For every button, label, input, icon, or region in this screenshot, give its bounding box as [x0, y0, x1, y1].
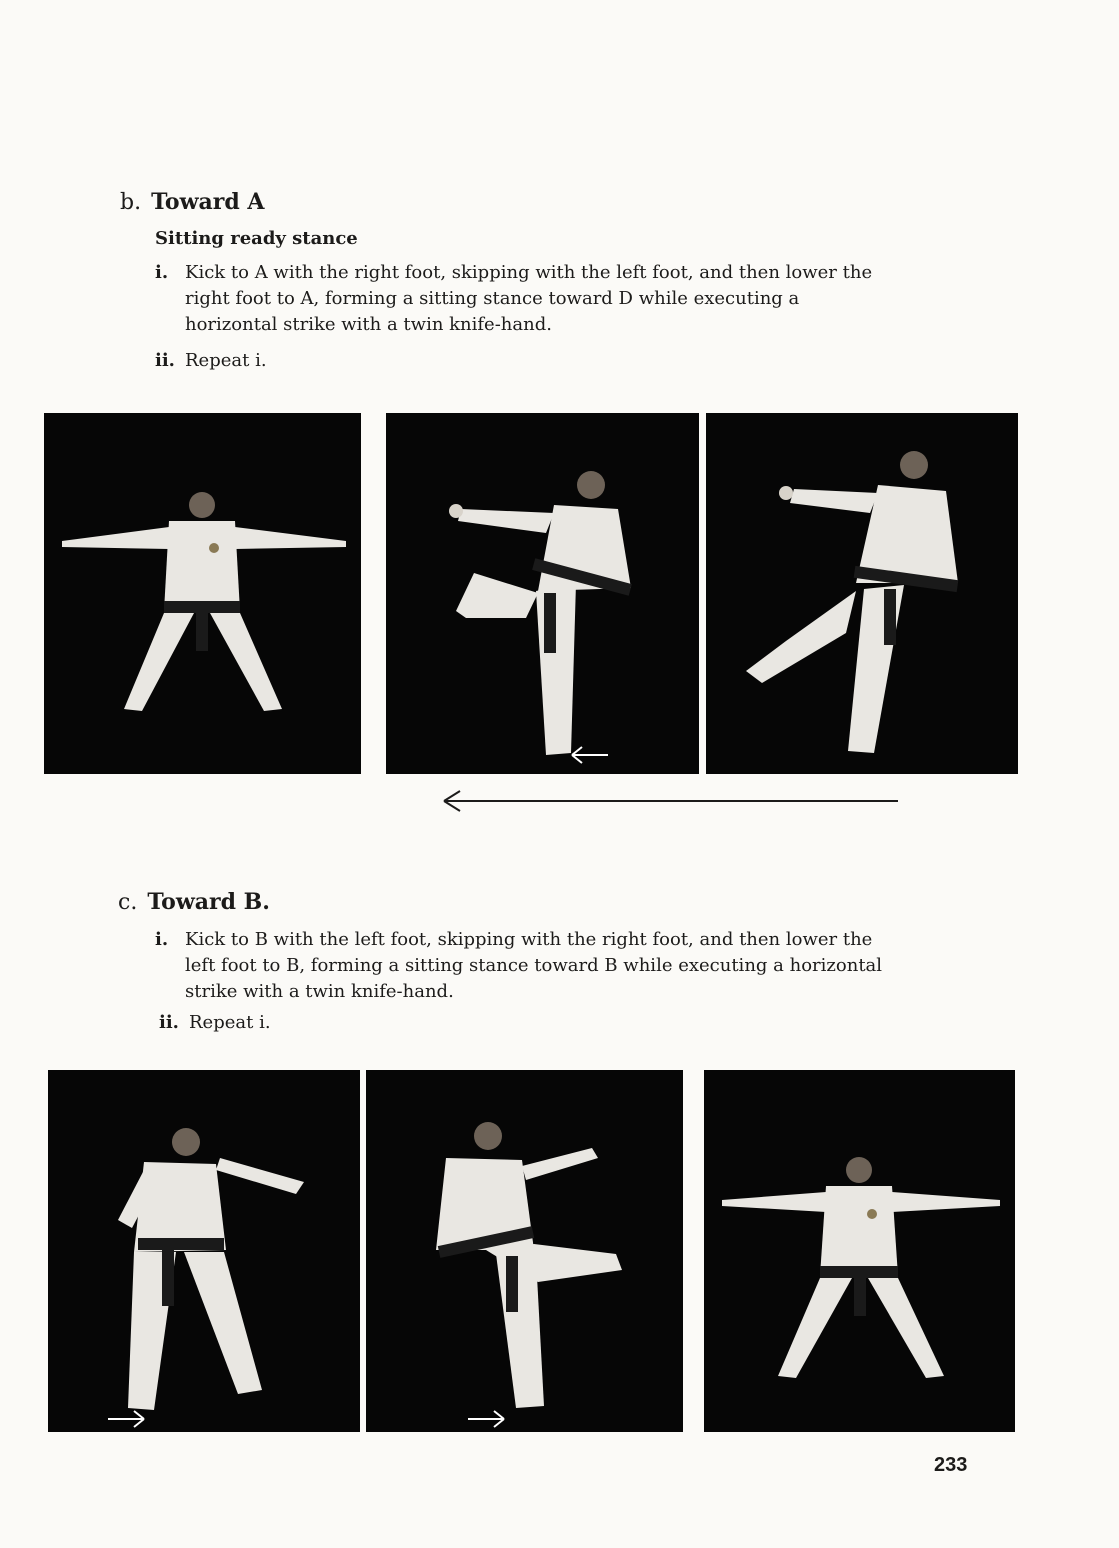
step-number: i.: [155, 262, 169, 283]
step-text: Kick to A with the right foot, skipping with the left foot, and then lower the right foot to A, forming a sitting stance toward D while executing a horizontal strike with a twin knife-hand.: [185, 262, 873, 335]
step-text: Repeat i.: [189, 1012, 271, 1033]
photo-kick-to-b: [366, 1070, 683, 1432]
step-number: i.: [155, 929, 169, 950]
step-number: ii.: [159, 1012, 179, 1033]
section-b-step-2: [155, 348, 885, 374]
photo-sitting-ready-stance-end: [704, 1070, 1015, 1432]
direction-arrow-left-icon: [440, 786, 902, 816]
arrow-right-icon: [104, 1408, 148, 1430]
photo-kick-to-a: [386, 413, 699, 774]
section-b-step-1: [155, 260, 885, 338]
photo-sitting-ready-stance: [44, 413, 361, 774]
section-c-step-1: [155, 927, 885, 1005]
section-b-subheading: Sitting ready stance: [155, 228, 358, 249]
step-number: ii.: [155, 350, 175, 371]
figure-arms-outstretched: [44, 413, 361, 774]
section-c-heading: [118, 889, 270, 915]
section-b-title: Toward A: [151, 189, 265, 215]
figure-lowering-foot: [706, 413, 1018, 774]
figure-kick: [386, 413, 699, 774]
step-text: Kick to B with the left foot, skipping with the right foot, and then lower the left foot to B, forming a sitting stance toward B while executing a horizontal strike with a twin knife-hand.: [185, 929, 883, 1002]
photo-lowering-right-foot: [706, 413, 1018, 774]
section-c-letter: c.: [118, 890, 138, 915]
arrow-right-icon: [464, 1408, 508, 1430]
section-b-heading: [120, 189, 265, 215]
photo-sitting-stance-strike: [48, 1070, 360, 1432]
arrow-left-icon: [568, 743, 612, 767]
step-text: Repeat i.: [185, 350, 267, 371]
figure-arms-outstretched-end: [704, 1070, 1015, 1432]
section-c-title: Toward B.: [147, 889, 270, 915]
page-number: 233: [934, 1454, 968, 1476]
section-b-letter: b.: [120, 190, 142, 215]
section-c-step-2: [159, 1010, 889, 1036]
figure-knife-hand-strike: [48, 1070, 360, 1432]
figure-kick-left: [366, 1070, 683, 1432]
